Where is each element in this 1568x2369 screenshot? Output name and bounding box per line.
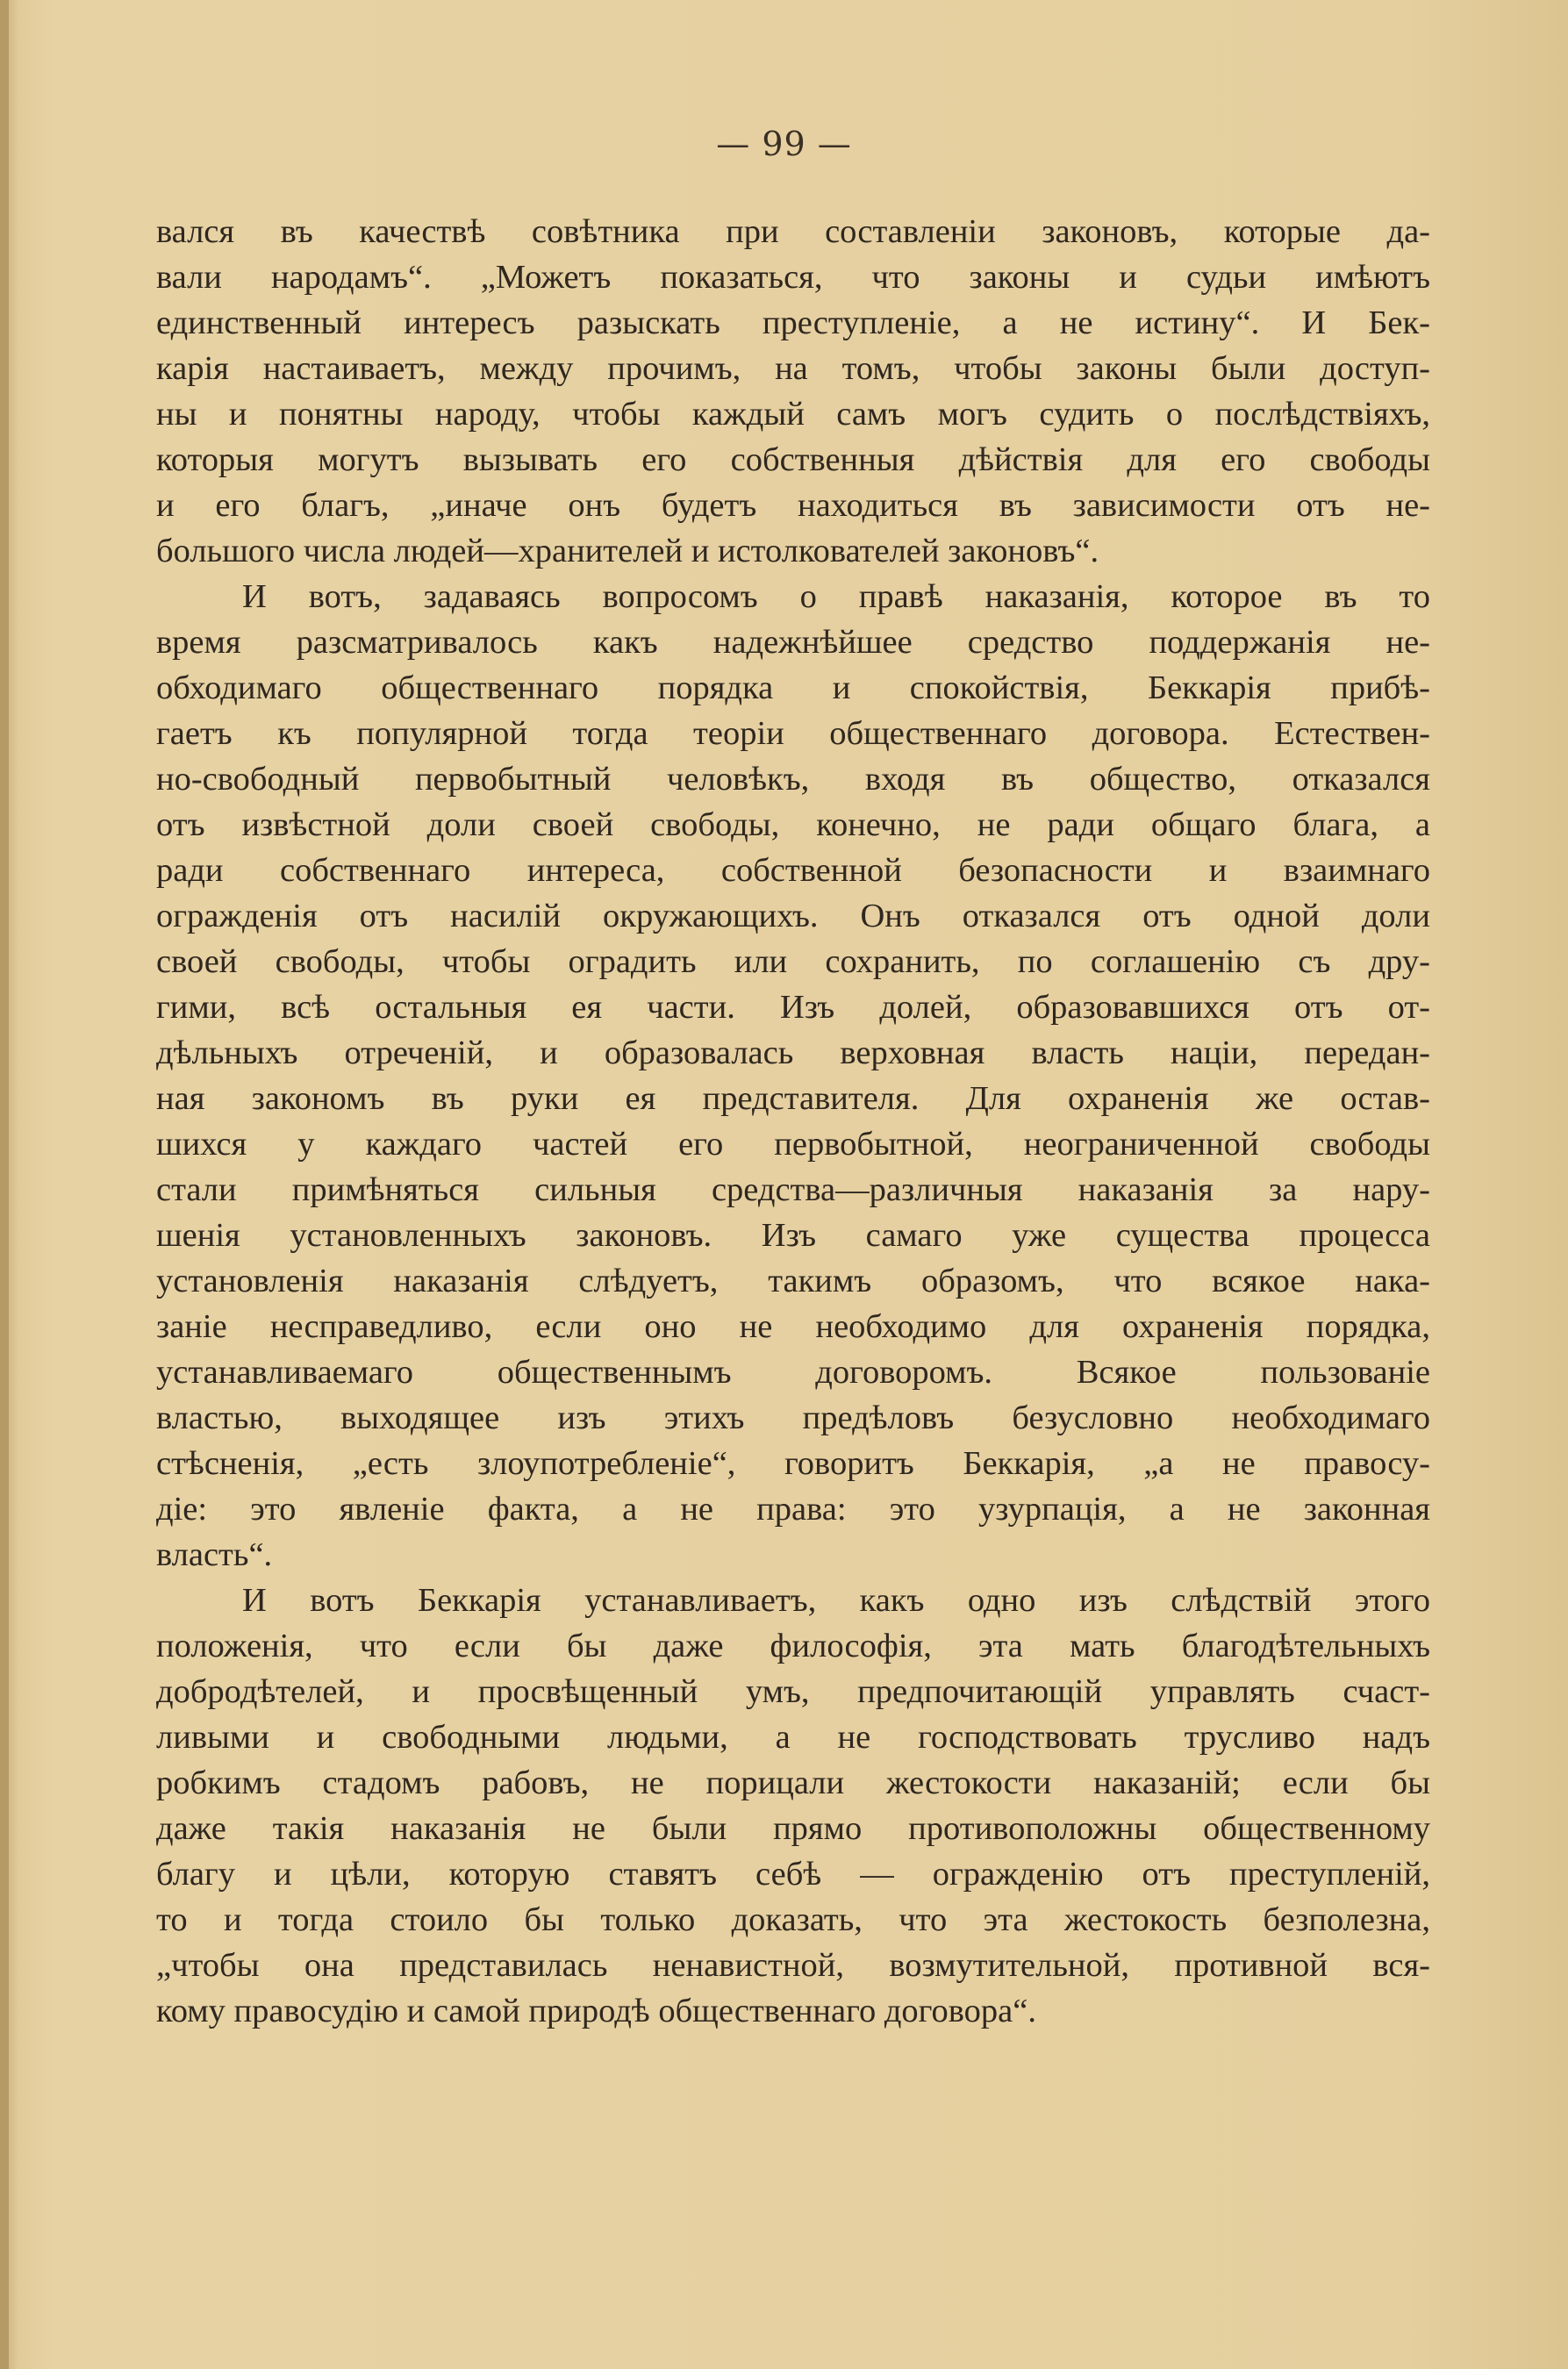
text-line: устанавливаемаго общественнымъ договоромъ. Всякое пользованіе bbox=[156, 1354, 1430, 1391]
text-line: „чтобы она представилась ненавистной, возмутительной, противной вся- bbox=[156, 1947, 1430, 1984]
text-line: власть“. bbox=[156, 1536, 273, 1573]
text-line: отъ извѣстной доли своей свободы, конечно, не ради общаго блага, а bbox=[156, 806, 1430, 843]
text-line: даже такія наказанія не были прямо противоположны общественному bbox=[156, 1810, 1430, 1847]
text-line: ливыми и свободными людьми, а не господствовать трусливо надъ bbox=[156, 1719, 1430, 1756]
text-line: властью, выходящее изъ этихъ предѣловъ безусловно необходимаго bbox=[156, 1399, 1430, 1436]
text-line: кому правосудію и самой природѣ общественнаго договора“. bbox=[156, 1993, 1036, 2029]
text-line: положенія, что если бы даже философія, эта мать благодѣтельныхъ bbox=[156, 1628, 1430, 1664]
paragraph bbox=[156, 574, 1430, 1578]
text-line: шенія установленныхъ законовъ. Изъ самаго уже существа процесса bbox=[156, 1217, 1430, 1254]
text-line: діе: это явленіе факта, а не права: это узурпація, а не законная bbox=[156, 1491, 1430, 1528]
paragraph bbox=[156, 209, 1430, 574]
text-line: добродѣтелей, и просвѣщенный умъ, предпочитающій управлять счаст- bbox=[156, 1673, 1430, 1710]
text-line: и его благъ, „иначе онъ будетъ находиться въ зависимости отъ не- bbox=[156, 487, 1430, 524]
text-line: то и тогда стоило бы только доказать, что эта жестокость безполезна, bbox=[156, 1901, 1430, 1938]
text-line: ная закономъ въ руки ея представителя. Для охраненія же остав- bbox=[156, 1080, 1430, 1117]
text-line: обходимаго общественнаго порядка и спокойствія, Беккарія прибѣ- bbox=[156, 669, 1430, 706]
text-line: единственный интересъ разыскать преступленіе, а не истину“. И Бек- bbox=[156, 304, 1430, 341]
text-line: ны и понятны народу, чтобы каждый самъ могъ судить о послѣдствіяхъ, bbox=[156, 396, 1430, 433]
text-line: шихся у каждаго частей его первобытной, неограниченной свободы bbox=[156, 1126, 1430, 1163]
text-line: большого числа людей—хранителей и истолкователей законовъ“. bbox=[156, 533, 1099, 569]
text-line: стѣсненія, „есть злоупотребленіе“, говоритъ Беккарія, „а не правосу- bbox=[156, 1445, 1430, 1482]
page-spine-edge bbox=[0, 0, 9, 2369]
text-line: вали народамъ“. „Можетъ показаться, что законы и судьи имѣютъ bbox=[156, 259, 1430, 296]
text-line: своей свободы, чтобы оградить или сохранить, по соглашенію съ дру- bbox=[156, 943, 1430, 980]
text-line: И вотъ Беккарія устанавливаетъ, какъ одно изъ слѣдствій этого bbox=[242, 1582, 1430, 1619]
text-line: но-свободный первобытный человѣкъ, входя въ общество, отказался bbox=[156, 761, 1430, 798]
text-line: робкимъ стадомъ рабовъ, не порицали жестокости наказаній; если бы bbox=[156, 1764, 1430, 1801]
text-line: которыя могутъ вызывать его собственныя дѣйствія для его свободы bbox=[156, 441, 1430, 478]
paragraph bbox=[156, 1578, 1430, 2034]
text-line: гаетъ къ популярной тогда теоріи общественнаго договора. Естествен- bbox=[156, 715, 1430, 752]
text-line: И вотъ, задаваясь вопросомъ о правѣ наказанія, которое въ то bbox=[242, 578, 1430, 615]
page-number: — 99 — bbox=[716, 125, 852, 163]
text-line: карія настаиваетъ, между прочимъ, на томъ, чтобы законы были доступ- bbox=[156, 350, 1430, 387]
text-line: огражденія отъ насилій окружающихъ. Онъ отказался отъ одной доли bbox=[156, 898, 1430, 934]
text-line: стали примѣняться сильныя средства—различныя наказанія за нару- bbox=[156, 1171, 1430, 1208]
text-line: гими, всѣ остальныя ея части. Изъ долей, образовавшихся отъ от- bbox=[156, 989, 1430, 1026]
text-line: установленія наказанія слѣдуетъ, такимъ образомъ, что всякое нака- bbox=[156, 1263, 1430, 1299]
text-line: благу и цѣли, которую ставятъ себѣ — огражденію отъ преступленій, bbox=[156, 1856, 1430, 1893]
text-line: время разсматривалось какъ надежнѣйшее средство поддержанія не- bbox=[156, 624, 1430, 661]
body-text bbox=[156, 209, 1430, 2034]
text-line: вался въ качествѣ совѣтника при составленіи законовъ, которые да- bbox=[156, 213, 1430, 250]
text-line: ради собственнаго интереса, собственной безопасности и взаимнаго bbox=[156, 852, 1430, 889]
text-line: заніе несправедливо, если оно не необходимо для охраненія порядка, bbox=[156, 1308, 1430, 1345]
text-line: дѣльныхъ отреченій, и образовалась верховная власть націи, передан- bbox=[156, 1034, 1430, 1071]
